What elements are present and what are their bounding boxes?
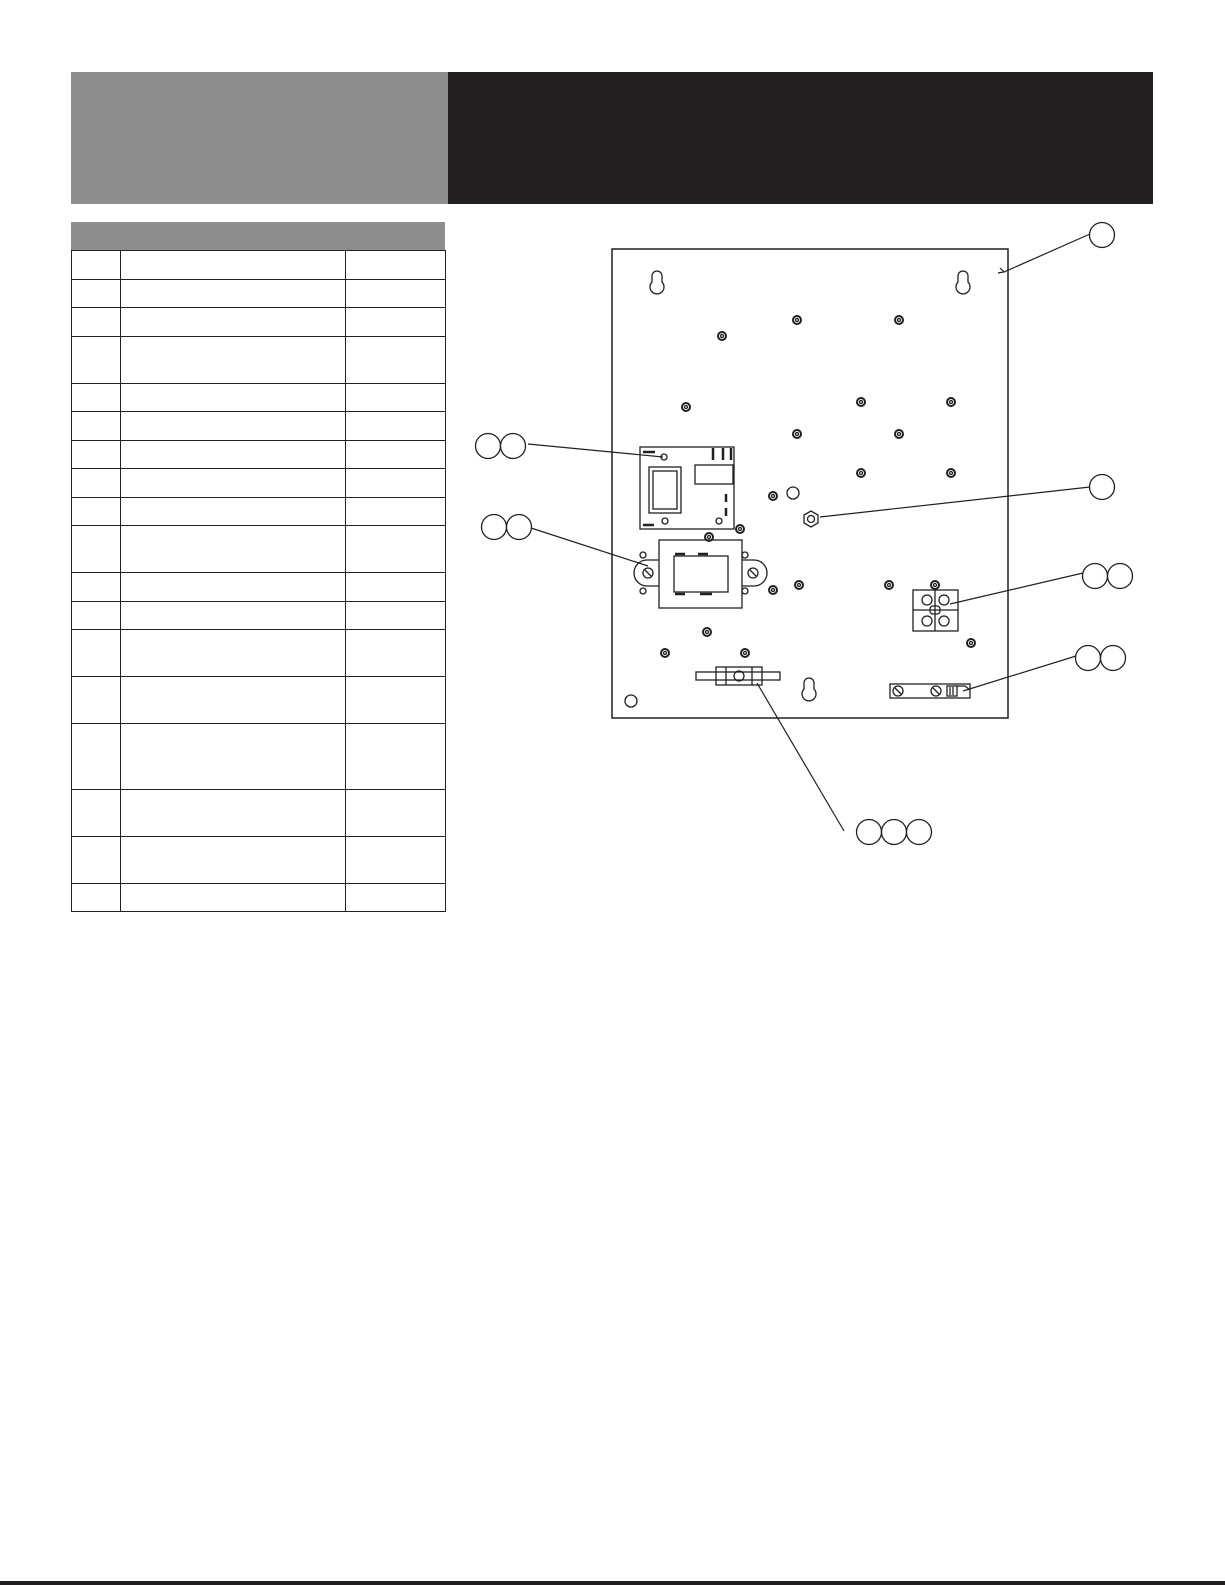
ground-bar-callout: [1076, 646, 1126, 671]
hex-nut: [804, 511, 818, 527]
mounting-hole-inner: [772, 495, 775, 498]
callout-bubble: [1090, 475, 1115, 500]
callout-bubble: [1101, 646, 1126, 671]
mounting-hole: [793, 430, 801, 438]
callout-bubble: [857, 820, 882, 845]
ground-bar: [890, 684, 970, 698]
clearance-hole: [625, 695, 637, 707]
mounting-hole-inner: [860, 401, 863, 404]
terminal-block: [913, 590, 958, 631]
mounting-hole: [795, 581, 803, 589]
panel-outline: [612, 249, 1008, 718]
callout-bubble: [1076, 646, 1101, 671]
transformer: [634, 540, 767, 608]
callout-bubble: [482, 515, 507, 540]
fuse-holder-callout: [857, 820, 932, 845]
mounting-hole-inner: [685, 406, 688, 409]
mounting-hole: [703, 628, 711, 636]
callout-bubble: [1090, 223, 1115, 248]
mounting-hole: [895, 430, 903, 438]
mounting-hole-inner: [772, 589, 775, 592]
mounting-hole: [967, 639, 975, 647]
mounting-hole: [931, 581, 939, 589]
mounting-hole: [885, 581, 893, 589]
terminal-block-callout: [1083, 564, 1133, 589]
mounting-hole: [741, 649, 749, 657]
mounting-hole-inner: [950, 472, 953, 475]
mounting-hole: [661, 649, 669, 657]
keyhole-slot-bottom: [802, 678, 816, 701]
panel-callout: [1090, 223, 1115, 248]
transformer-callout: [482, 515, 532, 540]
mounting-hole: [947, 469, 955, 477]
mounting-hole: [857, 469, 865, 477]
callout-bubble: [507, 515, 532, 540]
mounting-hole-inner: [934, 584, 937, 587]
mounting-hole: [769, 492, 777, 500]
mounting-hole: [769, 586, 777, 594]
mounting-hole-inner: [860, 472, 863, 475]
mounting-hole-inner: [739, 528, 742, 531]
mounting-hole: [736, 525, 744, 533]
mounting-hole-inner: [888, 584, 891, 587]
mounting-hole-inner: [898, 319, 901, 322]
callout-bubble: [1083, 564, 1108, 589]
mounting-hole-inner: [898, 433, 901, 436]
mounting-hole: [682, 403, 690, 411]
clearance-hole: [787, 487, 799, 499]
mounting-hole-inner: [950, 401, 953, 404]
callout-bubble: [501, 434, 526, 459]
callout-bubble: [907, 820, 932, 845]
mounting-hole-inner: [706, 631, 709, 634]
mounting-hole-inner: [721, 335, 724, 338]
mounting-hole: [793, 316, 801, 324]
mounting-hole-inner: [744, 652, 747, 655]
mounting-hole-inner: [970, 642, 973, 645]
mounting-hole: [857, 398, 865, 406]
mounting-hole-inner: [708, 536, 711, 539]
footer-rule: [0, 1581, 1225, 1585]
callout-bubble: [1108, 564, 1133, 589]
fuse-holder: [696, 667, 780, 685]
mounting-hole-inner: [664, 652, 667, 655]
mounting-hole-inner: [796, 433, 799, 436]
callout-bubbles: [476, 223, 1133, 845]
mounting-hole: [718, 332, 726, 340]
keyhole-slot-top-left: [650, 271, 664, 294]
mounting-hole-inner: [796, 319, 799, 322]
mounting-holes: [625, 316, 975, 707]
mounting-hole-inner: [798, 584, 801, 587]
keyhole-slot-top-right: [956, 271, 970, 294]
mounting-hole: [947, 398, 955, 406]
control-board: [640, 447, 734, 529]
nut-callout: [1090, 475, 1115, 500]
callout-bubble: [882, 820, 907, 845]
callout-bubble: [476, 434, 501, 459]
control-board-callout: [476, 434, 526, 459]
mounting-hole: [895, 316, 903, 324]
